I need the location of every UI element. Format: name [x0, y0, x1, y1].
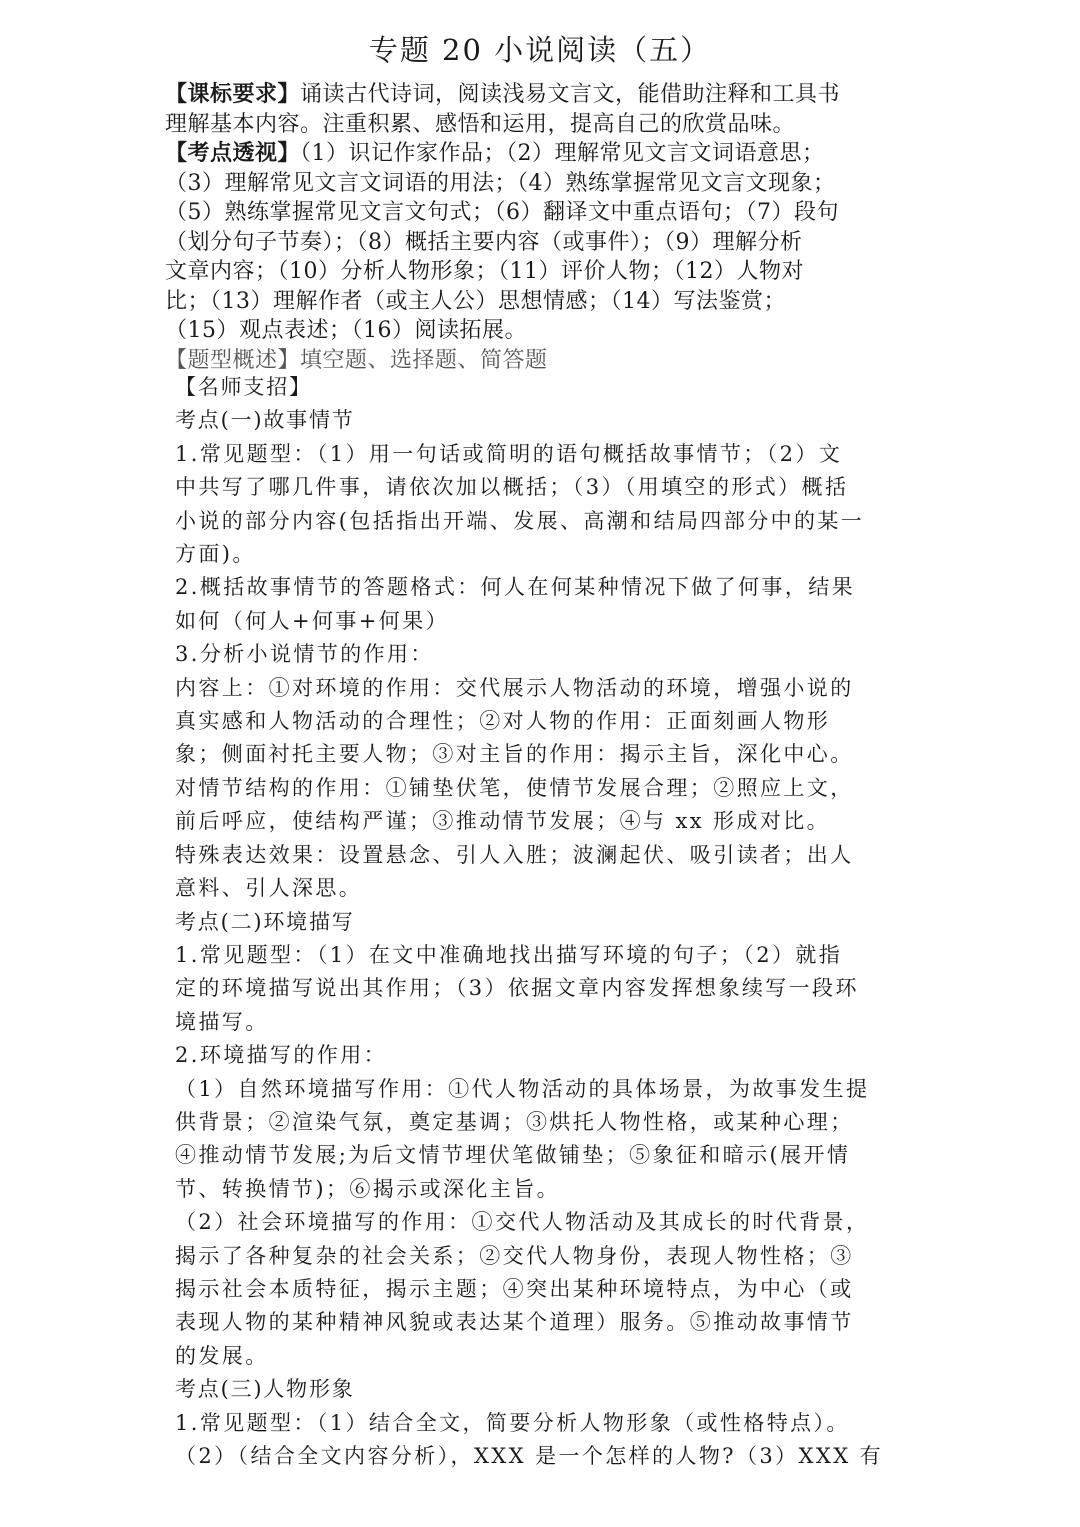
subsection-heading: 考点(三)人物形象 [175, 1377, 355, 1402]
question-types-line: 【题型概述】填空题、选择题、简答题 [165, 347, 548, 373]
section-label: 【课标要求】 [165, 81, 301, 107]
subsection-heading: 考点(一)故事情节 [175, 408, 355, 433]
text-line: 1.常见题型：（1）在文中准确地找出描写环境的句子；（2）就指 [175, 942, 843, 967]
text-line: 文章内容；（10）分析人物形象；（11）评价人物；（12）人物对 [165, 259, 804, 284]
text-line: （划分句子节奏）；（8）概括主要内容（或事件）；（9）理解分析 [165, 229, 803, 255]
text-line: 表现人物的某种精神风貌或表达某个道理）服务。⑤推动故事情节 [175, 1310, 854, 1335]
text-line: （2）社会环境描写的作用：①交代人物活动及其成长的时代背景， [175, 1210, 870, 1235]
text-line: 如何（何人+何事+何果） [175, 608, 449, 633]
text-line: 理解基本内容。注重积累、感悟和运用，提高自己的欣赏品味。 [165, 111, 796, 137]
text-line [165, 139, 915, 169]
page-title: 专题 20 小说阅读（五） [368, 33, 712, 67]
section-heading: 【名师支招】 [175, 375, 312, 399]
text-line: 2.环境描写的作用： [175, 1043, 388, 1068]
teacher-tips-section [175, 371, 915, 1473]
text-line: 意料、引人深思。 [175, 876, 363, 901]
line-text: （1）识记作家作品；（2）理解常见文言文词语意思； [300, 141, 825, 166]
text-line: 的发展。 [175, 1343, 269, 1368]
text-line: 1.常见题型：（1）用一句话或简明的语句概括故事情节；（2）文 [175, 441, 843, 466]
text-line: 方面)。 [175, 542, 256, 567]
text-line: （1）自然环境描写作用：①代人物活动的具体场景，为故事发生提 [175, 1076, 870, 1101]
text-line: 象；侧面衬托主要人物；③对主旨的作用：揭示主旨，深化中心。 [175, 742, 854, 767]
text-line: 对情节结构的作用：①铺垫伏笔，使情节发展合理；②照应上文， [175, 775, 854, 800]
requirements-section [165, 80, 915, 375]
subsection-heading: 考点(二)环境描写 [175, 909, 355, 934]
text-line: （15）观点表述；（16）阅读拓展。 [165, 318, 527, 343]
line-text: 诵读古代诗词，阅读浅易文言文，能借助注释和工具书 [300, 82, 841, 107]
text-line: 小说的部分内容(包括指出开端、发展、高潮和结局四部分中的某一 [175, 508, 865, 533]
text-line: 揭示了各种复杂的社会关系；②交代人物身份，表现人物性格；③ [175, 1243, 854, 1268]
text-line: 中共写了哪几件事，请依次加以概括；（3）（用填空的形式）概括 [175, 475, 849, 500]
text-line: 真实感和人物活动的合理性；②对人物的作用：正面刻画人物形 [175, 709, 831, 734]
text-line: 3.分析小说情节的作用： [175, 642, 434, 667]
text-line: 2.概括故事情节的答题格式：何人在何某种情况下做了何事，结果 [175, 575, 856, 600]
text-line: （5）熟练掌握常见文言文句式；（6）翻译文中重点语句；（7）段句 [165, 200, 839, 225]
text-line: （2）（结合全文内容分析），XXX 是一个怎样的人物?（3）XXX 有 [175, 1444, 884, 1468]
text-line: 供背景；②渲染气氛，奠定基调；③烘托人物性格，或某种心理； [175, 1109, 854, 1134]
text-line: 比；（13）理解作者（或主人公）思想情感；（14）写法鉴赏； [165, 288, 786, 314]
text-line: 特殊表达效果：设置悬念、引人入胜；波澜起伏、吸引读者；出人 [175, 842, 854, 867]
text-line: 境描写。 [175, 1009, 269, 1034]
text-line: 前后呼应，使结构严谨；③推动情节发展；④与 xx 形成对比。 [175, 809, 831, 834]
text-line: 内容上：①对环境的作用：交代展示人物活动的环境，增强小说的 [175, 675, 854, 700]
text-line: （3）理解常见文言文词语的用法；（4）熟练掌握常见文言文现象； [165, 170, 836, 196]
section-label: 【考点透视】 [165, 140, 301, 166]
text-line [165, 80, 915, 110]
text-line: 节、转换情节)；⑥揭示或深化主旨。 [175, 1176, 560, 1201]
text-line: 揭示社会本质特征，揭示主题；④突出某种环境特点，为中心（或 [175, 1276, 854, 1301]
text-line: 定的环境描写说出其作用；（3）依据文章内容发挥想象续写一段环 [175, 976, 859, 1001]
text-line: ④推动情节发展;为后文情节埋伏笔做铺垫；⑤象征和暗示(展开情 [175, 1143, 851, 1168]
text-line: 1.常见题型：（1）结合全文，简要分析人物形象（或性格特点）。 [175, 1410, 850, 1435]
